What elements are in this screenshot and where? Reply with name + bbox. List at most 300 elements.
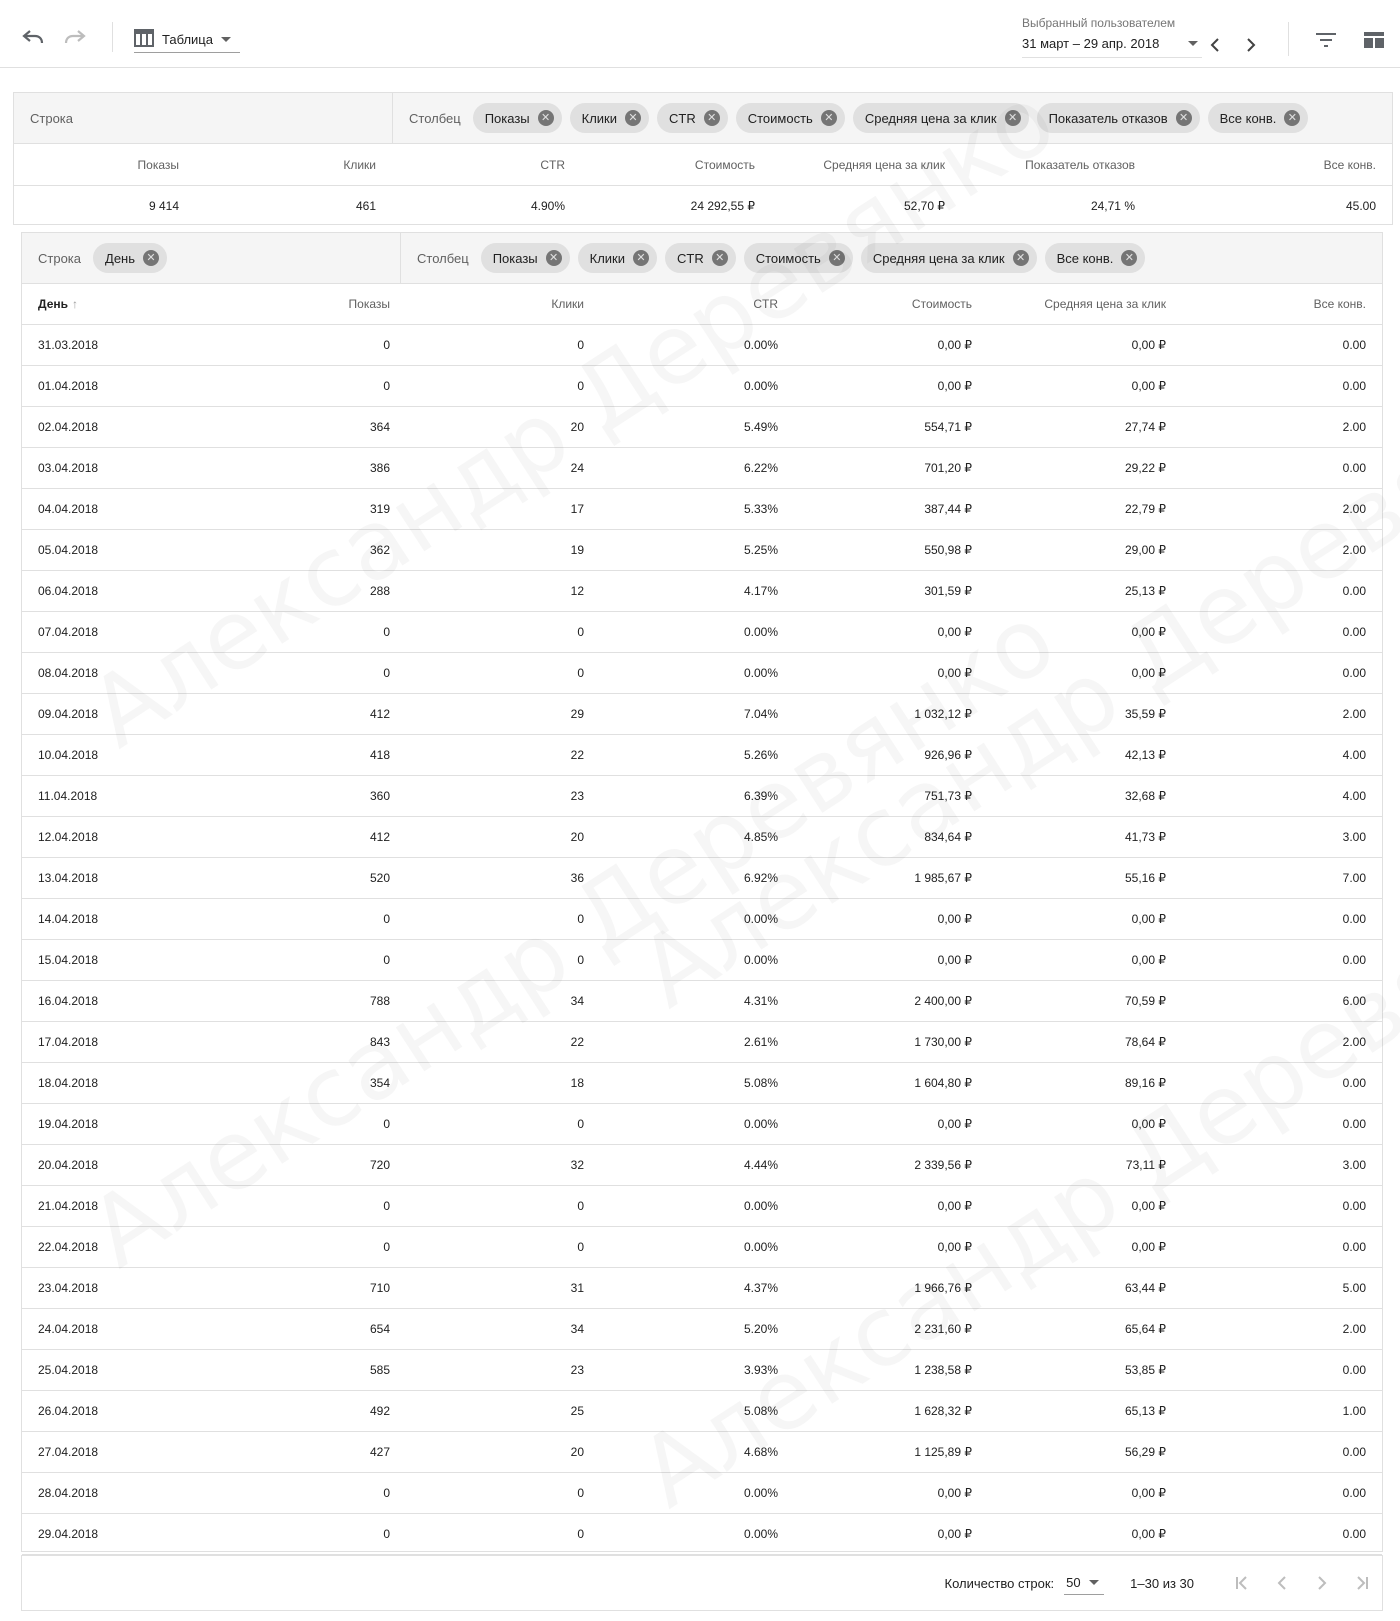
table-cell: 07.04.2018 xyxy=(22,612,212,653)
summary-row-config xyxy=(14,93,393,143)
table-cell: 42,13 ₽ xyxy=(988,735,1182,776)
close-icon[interactable]: ✕ xyxy=(829,250,845,266)
table-cell: 03.04.2018 xyxy=(22,448,212,489)
table-cell: 0.00 xyxy=(1182,1473,1382,1514)
chip-label: CTR xyxy=(669,110,696,126)
chip-impressions[interactable] xyxy=(473,103,562,133)
table-cell: 6.22% xyxy=(600,448,794,489)
table-cell: 0.00 xyxy=(1182,366,1382,407)
table-row xyxy=(22,981,1382,1022)
table-cell: 0,00 ₽ xyxy=(988,325,1182,366)
chip-avg-cpc[interactable] xyxy=(861,243,1037,273)
table-cell: 0 xyxy=(406,1514,600,1555)
table-cell: 23.04.2018 xyxy=(22,1268,212,1309)
table-row xyxy=(22,1514,1382,1555)
table-cell: 288 xyxy=(212,571,406,612)
table-cell: 29.04.2018 xyxy=(22,1514,212,1555)
table-cell: 0.00 xyxy=(1182,1186,1382,1227)
table-cell: 4.31% xyxy=(600,981,794,1022)
table-cell: 2 400,00 ₽ xyxy=(794,981,988,1022)
toolbar-divider xyxy=(1288,22,1289,56)
table-cell: 25 xyxy=(406,1391,600,1432)
table-cell: 3.00 xyxy=(1182,1145,1382,1186)
table-row xyxy=(22,694,1382,735)
table-cell: 0,00 ₽ xyxy=(988,1514,1182,1555)
table-cell: 36 xyxy=(406,858,600,899)
table-cell: 18.04.2018 xyxy=(22,1063,212,1104)
table-cell: 1 032,12 ₽ xyxy=(794,694,988,735)
table-cell: 2.61% xyxy=(600,1022,794,1063)
next-page-icon[interactable] xyxy=(1302,1563,1342,1603)
table-row xyxy=(22,448,1382,489)
table-cell: 11.04.2018 xyxy=(22,776,212,817)
table-cell: 05.04.2018 xyxy=(22,530,212,571)
summary-value: 24 292,55 ₽ xyxy=(690,199,755,213)
table-row xyxy=(22,366,1382,407)
table-cell: 0.00% xyxy=(600,1514,794,1555)
table-cell: 06.04.2018 xyxy=(22,571,212,612)
table-cell: 32 xyxy=(406,1145,600,1186)
table-cell: 20 xyxy=(406,407,600,448)
table-cell: 362 xyxy=(212,530,406,571)
table-cell: 4.00 xyxy=(1182,776,1382,817)
chip-all-conversions[interactable] xyxy=(1045,243,1146,273)
table-cell: 63,44 ₽ xyxy=(988,1268,1182,1309)
table-cell: 0 xyxy=(212,612,406,653)
table-cell: 5.20% xyxy=(600,1309,794,1350)
table-cell: 5.08% xyxy=(600,1063,794,1104)
chip-label: Средняя цена за клик xyxy=(864,110,997,126)
table-cell: 1 125,89 ₽ xyxy=(794,1432,988,1473)
table-cell: 23 xyxy=(406,776,600,817)
date-range-value-row[interactable] xyxy=(1022,36,1202,58)
table-cell: 22,79 ₽ xyxy=(988,489,1182,530)
summary-header-row xyxy=(14,144,1392,186)
table-cell: 31.03.2018 xyxy=(22,325,212,366)
table-cell: 32,68 ₽ xyxy=(988,776,1182,817)
table-cell: 0 xyxy=(212,366,406,407)
table-cell: 0,00 ₽ xyxy=(794,325,988,366)
table-cell: 01.04.2018 xyxy=(22,366,212,407)
table-cell: 0.00% xyxy=(600,1473,794,1514)
layout-icon[interactable] xyxy=(1362,28,1386,52)
table-row xyxy=(22,653,1382,694)
table-footer xyxy=(21,1555,1383,1611)
column-header[interactable]: Стоимость xyxy=(794,284,988,325)
table-row xyxy=(22,735,1382,776)
toolbar xyxy=(0,0,1400,68)
dropdown-caret-icon xyxy=(1188,41,1198,46)
table-cell: 09.04.2018 xyxy=(22,694,212,735)
table-cell: 53,85 ₽ xyxy=(988,1350,1182,1391)
table-cell: 520 xyxy=(212,858,406,899)
table-cell: 02.04.2018 xyxy=(22,407,212,448)
column-label: Столбец xyxy=(417,250,469,266)
table-cell: 65,64 ₽ xyxy=(988,1309,1182,1350)
table-cell: 19 xyxy=(406,530,600,571)
table-row xyxy=(22,899,1382,940)
table-cell: 15.04.2018 xyxy=(22,940,212,981)
table-cell: 354 xyxy=(212,1063,406,1104)
table-cell: 0 xyxy=(406,612,600,653)
table-cell: 41,73 ₽ xyxy=(988,817,1182,858)
table-row xyxy=(22,817,1382,858)
column-header[interactable]: Стоимость xyxy=(581,144,771,186)
table-cell: 0,00 ₽ xyxy=(794,940,988,981)
table-cell: 70,59 ₽ xyxy=(988,981,1182,1022)
table-cell: 7.00 xyxy=(1182,858,1382,899)
table-cell: 2 339,56 ₽ xyxy=(794,1145,988,1186)
page-range: 1–30 из 30 xyxy=(1130,1575,1194,1591)
toolbar-divider xyxy=(112,22,113,52)
table-cell: 0.00% xyxy=(600,1186,794,1227)
close-icon[interactable]: ✕ xyxy=(1005,110,1021,126)
chip-clicks[interactable] xyxy=(578,243,657,273)
table-cell: 788 xyxy=(212,981,406,1022)
detail-column-config xyxy=(401,233,1153,283)
table-cell: 27.04.2018 xyxy=(22,1432,212,1473)
chip-label: Показатель отказов xyxy=(1048,110,1168,126)
table-cell: 0,00 ₽ xyxy=(988,899,1182,940)
chevron-right-icon[interactable] xyxy=(1240,34,1262,56)
close-icon[interactable]: ✕ xyxy=(538,110,554,126)
table-cell: 23 xyxy=(406,1350,600,1391)
table-cell: 20 xyxy=(406,1432,600,1473)
table-cell: 27,74 ₽ xyxy=(988,407,1182,448)
table-cell: 2.00 xyxy=(1182,694,1382,735)
table-cell: 21.04.2018 xyxy=(22,1186,212,1227)
column-header[interactable]: Показатель отказов xyxy=(961,144,1151,186)
table-row xyxy=(22,1145,1382,1186)
chip-cost[interactable] xyxy=(744,243,853,273)
chip-label: Средняя цена за клик xyxy=(872,250,1005,266)
table-cell: 0 xyxy=(212,1186,406,1227)
table-cell: 843 xyxy=(212,1022,406,1063)
summary-panel xyxy=(13,92,1393,225)
table-cell: 319 xyxy=(212,489,406,530)
table-cell: 12 xyxy=(406,571,600,612)
table-cell: 0.00 xyxy=(1182,899,1382,940)
table-icon xyxy=(134,29,154,50)
first-page-icon[interactable] xyxy=(1222,1563,1262,1603)
table-row xyxy=(22,1268,1382,1309)
table-cell: 5.00 xyxy=(1182,1268,1382,1309)
table-cell: 0,00 ₽ xyxy=(794,612,988,653)
table-cell: 7.04% xyxy=(600,694,794,735)
chevron-left-icon[interactable] xyxy=(1204,34,1226,56)
daily-table-body xyxy=(22,325,1382,1555)
table-cell: 0,00 ₽ xyxy=(794,1227,988,1268)
table-cell: 710 xyxy=(212,1268,406,1309)
rows-per-page-value: 50 xyxy=(1066,1575,1081,1590)
table-row xyxy=(22,407,1382,448)
table-row xyxy=(22,1350,1382,1391)
chip-all-conversions[interactable] xyxy=(1208,103,1309,133)
table-cell: 4.44% xyxy=(600,1145,794,1186)
table-row xyxy=(22,489,1382,530)
table-cell: 0,00 ₽ xyxy=(794,366,988,407)
summary-value: 4.90% xyxy=(530,199,565,213)
table-cell: 0,00 ₽ xyxy=(988,366,1182,407)
column-label: Столбец xyxy=(409,110,461,126)
close-icon[interactable]: ✕ xyxy=(712,250,728,266)
column-header[interactable]: Показы xyxy=(212,284,406,325)
chip-label: Клики xyxy=(581,110,618,126)
table-cell: 1.00 xyxy=(1182,1391,1382,1432)
table-cell: 0 xyxy=(212,1227,406,1268)
summary-value: 9 414 xyxy=(148,199,179,213)
table-cell: 0,00 ₽ xyxy=(794,1514,988,1555)
table-cell: 25,13 ₽ xyxy=(988,571,1182,612)
table-cell: 26.04.2018 xyxy=(22,1391,212,1432)
chip-label: День xyxy=(105,250,136,266)
table-cell: 19.04.2018 xyxy=(22,1104,212,1145)
close-icon[interactable]: ✕ xyxy=(633,250,649,266)
table-row xyxy=(22,1432,1382,1473)
table-cell: 65,13 ₽ xyxy=(988,1391,1182,1432)
table-cell: 5.08% xyxy=(600,1391,794,1432)
table-cell: 08.04.2018 xyxy=(22,653,212,694)
summary-values-row xyxy=(14,186,1392,227)
table-cell: 0.00 xyxy=(1182,1514,1382,1555)
table-cell: 4.17% xyxy=(600,571,794,612)
table-cell: 0.00 xyxy=(1182,612,1382,653)
table-cell: 0 xyxy=(212,899,406,940)
table-row xyxy=(22,858,1382,899)
close-icon[interactable]: ✕ xyxy=(1013,250,1029,266)
table-cell: 0,00 ₽ xyxy=(988,612,1182,653)
table-cell: 834,64 ₽ xyxy=(794,817,988,858)
summary-value: 45.00 xyxy=(1345,199,1376,213)
table-cell: 4.85% xyxy=(600,817,794,858)
table-cell: 554,71 ₽ xyxy=(794,407,988,448)
table-row xyxy=(22,776,1382,817)
table-cell: 0.00 xyxy=(1182,1063,1382,1104)
prev-page-icon[interactable] xyxy=(1262,1563,1302,1603)
undo-icon[interactable] xyxy=(18,24,48,50)
table-row xyxy=(22,530,1382,571)
close-icon[interactable]: ✕ xyxy=(143,250,159,266)
dropdown-caret-icon xyxy=(1089,1580,1099,1585)
table-cell: 0.00% xyxy=(600,612,794,653)
table-cell: 0 xyxy=(212,1473,406,1514)
table-cell: 0.00 xyxy=(1182,1104,1382,1145)
close-icon[interactable]: ✕ xyxy=(704,110,720,126)
table-cell: 0.00% xyxy=(600,899,794,940)
table-cell: 3.93% xyxy=(600,1350,794,1391)
chip-cost[interactable] xyxy=(736,103,845,133)
table-cell: 0 xyxy=(212,1514,406,1555)
table-cell: 0 xyxy=(406,366,600,407)
chip-avg-cpc[interactable] xyxy=(853,103,1029,133)
chip-clicks[interactable] xyxy=(570,103,649,133)
chip-label: Все конв. xyxy=(1219,110,1277,126)
column-header[interactable]: Все конв. xyxy=(1182,284,1382,325)
summary-table xyxy=(14,144,1392,226)
date-range-sublabel: Выбранный пользователем xyxy=(1022,16,1176,30)
table-row xyxy=(22,1227,1382,1268)
table-cell: 56,29 ₽ xyxy=(988,1432,1182,1473)
table-cell: 20 xyxy=(406,817,600,858)
table-cell: 20.04.2018 xyxy=(22,1145,212,1186)
table-cell: 1 730,00 ₽ xyxy=(794,1022,988,1063)
table-cell: 0 xyxy=(406,325,600,366)
table-cell: 412 xyxy=(212,694,406,735)
table-cell: 0.00% xyxy=(600,1104,794,1145)
close-icon[interactable]: ✕ xyxy=(546,250,562,266)
table-row xyxy=(22,1309,1382,1350)
table-cell: 550,98 ₽ xyxy=(794,530,988,571)
table-cell: 89,16 ₽ xyxy=(988,1063,1182,1104)
last-page-icon[interactable] xyxy=(1342,1563,1382,1603)
table-cell: 0,00 ₽ xyxy=(794,899,988,940)
table-row xyxy=(22,1391,1382,1432)
table-cell: 2.00 xyxy=(1182,407,1382,448)
row-label: Строка xyxy=(38,250,82,266)
table-cell: 654 xyxy=(212,1309,406,1350)
redo-icon[interactable] xyxy=(60,24,90,50)
table-cell: 0,00 ₽ xyxy=(794,653,988,694)
close-icon[interactable]: ✕ xyxy=(625,110,641,126)
table-cell: 0.00 xyxy=(1182,940,1382,981)
table-cell: 5.25% xyxy=(600,530,794,571)
column-header-day[interactable] xyxy=(22,284,212,325)
table-cell: 0 xyxy=(212,940,406,981)
table-cell: 0 xyxy=(212,653,406,694)
column-header[interactable]: Средняя цена за клик xyxy=(988,284,1182,325)
detail-config-bar xyxy=(22,233,1382,284)
table-cell: 0,00 ₽ xyxy=(794,1104,988,1145)
rows-per-page-label: Количество строк: xyxy=(944,1575,1055,1591)
column-header[interactable]: Все конв. xyxy=(1151,144,1392,186)
table-row xyxy=(22,940,1382,981)
column-header[interactable]: Средняя цена за клик xyxy=(771,144,961,186)
table-cell: 55,16 ₽ xyxy=(988,858,1182,899)
chip-label: Стоимость xyxy=(755,250,821,266)
table-cell: 13.04.2018 xyxy=(22,858,212,899)
table-cell: 1 238,58 ₽ xyxy=(794,1350,988,1391)
chip-day[interactable] xyxy=(93,243,167,273)
daily-header-row xyxy=(22,284,1382,325)
chip-ctr[interactable] xyxy=(657,103,728,133)
table-cell: 25.04.2018 xyxy=(22,1350,212,1391)
table-cell: 4.68% xyxy=(600,1432,794,1473)
table-cell: 18 xyxy=(406,1063,600,1104)
detail-panel xyxy=(21,232,1383,1552)
date-range-picker[interactable] xyxy=(1022,16,1202,58)
table-cell: 0.00 xyxy=(1182,1350,1382,1391)
table-cell: 24 xyxy=(406,448,600,489)
table-cell: 10.04.2018 xyxy=(22,735,212,776)
table-cell: 6.00 xyxy=(1182,981,1382,1022)
table-cell: 0.00 xyxy=(1182,1227,1382,1268)
table-cell: 701,20 ₽ xyxy=(794,448,988,489)
table-cell: 29,22 ₽ xyxy=(988,448,1182,489)
table-cell: 16.04.2018 xyxy=(22,981,212,1022)
table-cell: 427 xyxy=(212,1432,406,1473)
table-cell: 28.04.2018 xyxy=(22,1473,212,1514)
table-cell: 926,96 ₽ xyxy=(794,735,988,776)
table-cell: 1 966,76 ₽ xyxy=(794,1268,988,1309)
table-cell: 73,11 ₽ xyxy=(988,1145,1182,1186)
table-cell: 387,44 ₽ xyxy=(794,489,988,530)
table-cell: 29 xyxy=(406,694,600,735)
table-cell: 5.33% xyxy=(600,489,794,530)
chip-ctr[interactable] xyxy=(665,243,736,273)
table-cell: 418 xyxy=(212,735,406,776)
table-cell: 364 xyxy=(212,407,406,448)
table-cell: 0 xyxy=(212,325,406,366)
chip-label: Стоимость xyxy=(747,110,813,126)
table-cell: 492 xyxy=(212,1391,406,1432)
chip-label: Показы xyxy=(484,110,530,126)
table-cell: 0.00% xyxy=(600,940,794,981)
table-cell: 0 xyxy=(406,653,600,694)
table-cell: 0,00 ₽ xyxy=(988,1473,1182,1514)
table-cell: 0,00 ₽ xyxy=(988,653,1182,694)
column-header[interactable]: CTR xyxy=(392,144,581,186)
table-cell: 34 xyxy=(406,981,600,1022)
table-cell: 0 xyxy=(406,899,600,940)
table-cell: 0,00 ₽ xyxy=(988,1186,1182,1227)
summary-value: 52,70 ₽ xyxy=(904,199,945,213)
date-range-value: 31 март – 29 апр. 2018 xyxy=(1022,36,1160,51)
close-icon[interactable]: ✕ xyxy=(1284,110,1300,126)
table-cell: 0.00 xyxy=(1182,1432,1382,1473)
table-cell: 0 xyxy=(406,1186,600,1227)
table-cell: 17.04.2018 xyxy=(22,1022,212,1063)
table-cell: 6.39% xyxy=(600,776,794,817)
table-cell: 78,64 ₽ xyxy=(988,1022,1182,1063)
table-cell: 0.00% xyxy=(600,325,794,366)
table-cell: 0 xyxy=(406,1104,600,1145)
table-cell: 22.04.2018 xyxy=(22,1227,212,1268)
table-cell: 360 xyxy=(212,776,406,817)
table-cell: 5.49% xyxy=(600,407,794,448)
table-cell: 4.37% xyxy=(600,1268,794,1309)
table-cell: 0,00 ₽ xyxy=(988,1227,1182,1268)
sort-arrow-up-icon: ↑ xyxy=(72,297,78,311)
table-cell: 35,59 ₽ xyxy=(988,694,1182,735)
table-cell: 0.00 xyxy=(1182,653,1382,694)
table-cell: 0.00% xyxy=(600,653,794,694)
filter-icon[interactable] xyxy=(1314,28,1338,52)
table-cell: 386 xyxy=(212,448,406,489)
close-icon[interactable]: ✕ xyxy=(1121,250,1137,266)
summary-value: 24,71 % xyxy=(1090,199,1135,213)
table-row xyxy=(22,325,1382,366)
close-icon[interactable]: ✕ xyxy=(821,110,837,126)
column-header[interactable]: CTR xyxy=(600,284,794,325)
table-cell: 2.00 xyxy=(1182,530,1382,571)
table-cell: 0 xyxy=(406,1473,600,1514)
rows-per-page-select[interactable] xyxy=(1064,1571,1104,1595)
table-cell: 2 231,60 ₽ xyxy=(794,1309,988,1350)
chip-impressions[interactable] xyxy=(481,243,570,273)
close-icon[interactable]: ✕ xyxy=(1176,110,1192,126)
chip-bounce-rate[interactable] xyxy=(1037,103,1200,133)
table-row xyxy=(22,1022,1382,1063)
table-cell: 29,00 ₽ xyxy=(988,530,1182,571)
view-select[interactable] xyxy=(134,26,240,53)
column-header[interactable]: Показы xyxy=(14,144,195,186)
table-cell: 0.00 xyxy=(1182,448,1382,489)
table-cell: 3.00 xyxy=(1182,817,1382,858)
table-cell: 0 xyxy=(406,1227,600,1268)
column-header[interactable]: Клики xyxy=(195,144,392,186)
table-cell: 720 xyxy=(212,1145,406,1186)
column-header[interactable]: Клики xyxy=(406,284,600,325)
